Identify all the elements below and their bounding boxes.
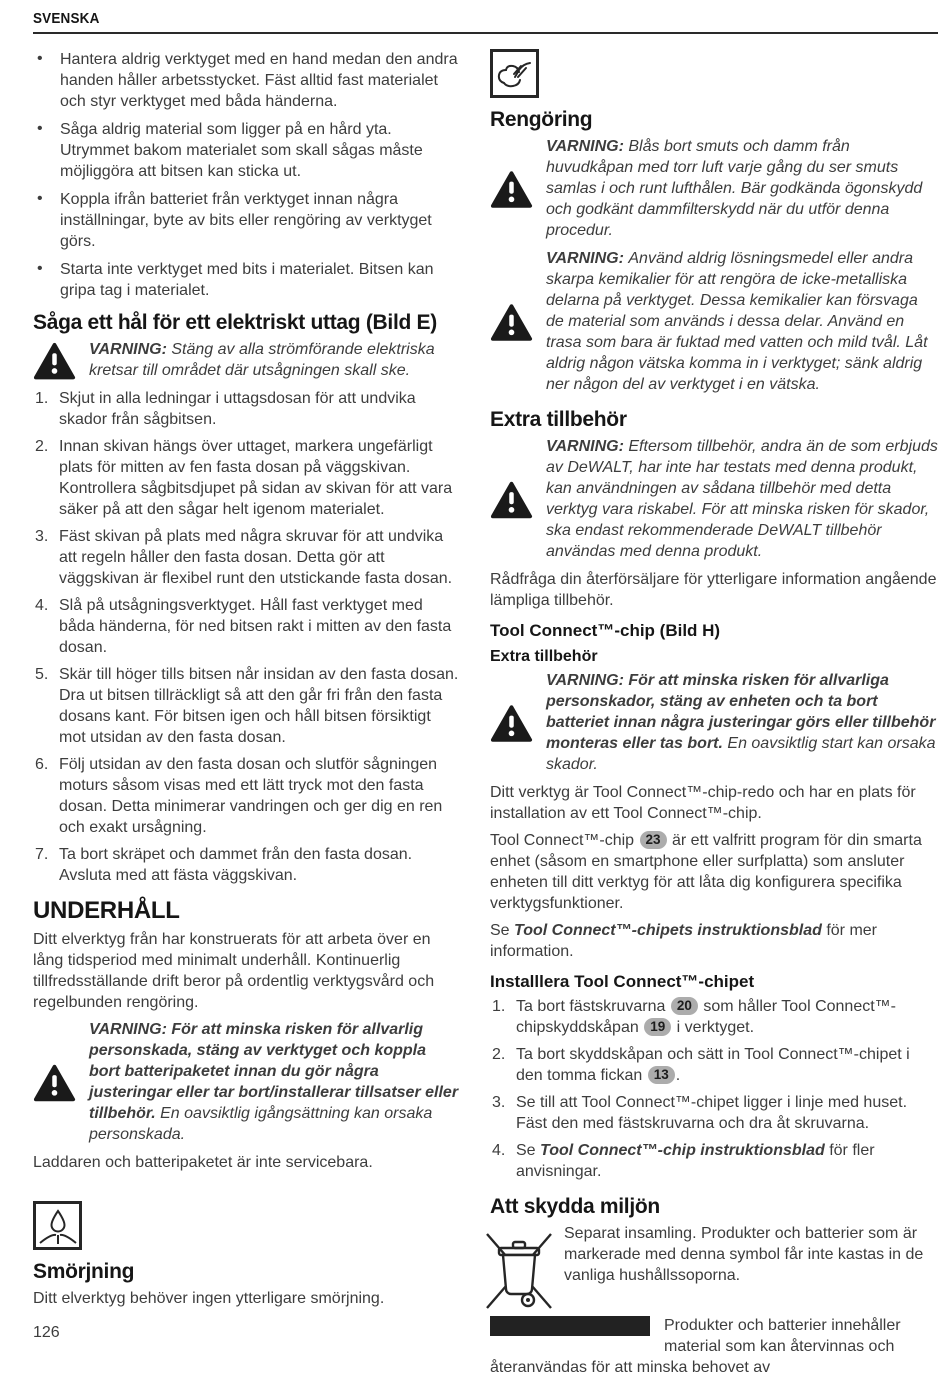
- list-item: • Koppla ifrån batteriet från verktyget innan några inställningar, byte av bits eller rengöring av verktyget görs.: [33, 189, 460, 252]
- tool-connect-para1: Ditt verktyg är Tool Connect™-chip-redo och har en plats för installation av ett Tool Connect™-chip.: [490, 784, 916, 822]
- warning-strong-text: VARNING: För att minska risken för allvarlig personskada, stäng av verktyget och koppla bort batteripaketet innan du gör några justeringar eller tar bort/installerar tillsatser eller tillbehör.: [89, 1021, 459, 1123]
- warning-text: VARNING: Använd aldrig lösningsmedel eller andra skarpa kemikalier för att rengöra de icke-metalliska delarna på verktyget. Dessa kemikalier kan försvaga de material som används i dessa delar. Använd en trasa som bara är fuktad med vatten och mild tvål. Låt aldrig någon vätska komma in i verktyget; sänk aldrig ner någon del av verktyget i en vätska.: [546, 250, 928, 393]
- right-column: [490, 49, 938, 1384]
- accessories-note: Rådfråga din återförsäljare för ytterligare information angående lämpliga tillbehör.: [490, 571, 937, 609]
- list-item: • Hantera aldrig verktyget med en hand medan den andra handen håller arbetsstycket. Fäst alltid fast materialet och styr verktyget med båda händerna.: [33, 49, 460, 112]
- oil-drop-icon: [33, 1201, 82, 1250]
- install-steps-list: [490, 996, 938, 1182]
- list-item: Se till att Tool Connect™-chipet ligger i linje med huset. Fäst den med fästskruvarna och dra åt skruvarna.: [516, 1094, 908, 1132]
- section-heading-accessories: Extra tillbehör: [490, 408, 627, 431]
- warning-text: VARNING: För att minska risken för allvarliga personskador, stäng av enheten och ta bort batteriet innan några justeringar görs eller tillbehör monteras eller tas bort. En oavsiktlig start kan orsaka skador.: [546, 672, 936, 773]
- warning-triangle-icon: [490, 673, 533, 775]
- warning-block: [33, 339, 460, 381]
- callout-number-badge: 13: [648, 1066, 675, 1084]
- list-item: Skär till höger tills bitsen når insidan av den fasta dosan. Dra ut bitsen tillräckligt så att den går fri från den fasta dosans kant. För bitsen igen och håll bitsen försiktigt mot utsidan av den fasta dosan.: [59, 666, 459, 747]
- section-heading-install-chip: Installlera Tool Connect™-chipet: [490, 972, 755, 991]
- tool-connect-para3: Se Tool Connect™-chipets instruktionsblad för mer information.: [490, 922, 877, 960]
- weee-crossed-bin-icon: [486, 1225, 552, 1313]
- cut-hole-steps-list: [33, 388, 460, 886]
- tool-connect-para2: Tool Connect™-chip 23 är ett valfritt program för din smarta enhet (såsom en smartphone eller surfplatta) som ansluter enheten till ditt verktyg för att låta dig konfigurera specifika verktygsfunktioner.: [490, 832, 922, 912]
- battery-materials-block: [490, 1315, 938, 1378]
- section-heading-maintenance: UNDERHÅLL: [33, 897, 180, 925]
- environment-block: [490, 1223, 938, 1286]
- list-item: Ta bort fästskruvarna 20 som håller Tool Connect™-chipskyddskåpan 19 i verktyget.: [516, 998, 896, 1036]
- list-item: • Såga aldrig material som ligger på en hård yta. Utrymmet bakom materialet som skall sågas måste möjliggöra att bitsen kan sticka ut.: [33, 119, 460, 182]
- warning-label: VARNING:: [89, 341, 172, 358]
- warning-block: [490, 670, 938, 775]
- list-item: Skjut in alla ledningar i uttagsdosan för att undvika skador från sågbitsen.: [59, 390, 416, 429]
- warning-label: VARNING:: [546, 138, 629, 155]
- list-item: Innan skivan hängs över uttaget, markera ungefärligt plats för mitten av fen fasta dosan på väggskivan. Kontrollera sågbitsdjupet på sidan av skivan för att vara säker på att den sågar helt igenom materialet.: [59, 438, 453, 519]
- callout-number-badge: 20: [671, 997, 698, 1015]
- warning-text: VARNING: Blås bort smuts och damm från huvudkåpan med torr luft varje gång du ser smuts samlas i och runt lufthålen. Bär godkända ögonskydd och godkänt dammfilterskydd när du utför denna procedur.: [546, 138, 923, 239]
- maintenance-intro: Ditt elverktyg från har konstruerats för att arbeta över en lång tidsperiod med minimalt underhåll. Kontinuerlig tillfredsställande drift beror på ordentlig verktygsvård och regelbunden rengöring.: [33, 931, 435, 1012]
- list-item: Se Tool Connect™-chip instruktionsblad för fler anvisningar.: [516, 1142, 875, 1180]
- section-heading-cleaning: Rengöring: [490, 108, 593, 131]
- warning-strong-text: VARNING: För att minska risken för allvarliga personskador, stäng av enheten och ta bort batteriet innan några justeringar görs eller tillbehör monteras eller tas bort.: [546, 672, 936, 752]
- warning-label: VARNING:: [546, 438, 629, 455]
- warning-block: [490, 436, 938, 562]
- list-item: • Starta inte verktyget med bits i materialet. Bitsen kan gripa tag i materialet.: [33, 259, 460, 301]
- environment-text: Separat insamling. Produkter och batterier som är markerade med denna symbol får inte kastas in de vanliga hushållssoporna.: [564, 1225, 924, 1284]
- list-item: Följ utsidan av den fasta dosan och slutför sågningen moturs såsom visas med ett lätt tryck mot den fasta dosan. Detta minimerar vandringen och ger dig en ren och exakt ursågning.: [59, 756, 443, 837]
- warning-block: [490, 248, 938, 395]
- list-item: Ta bort skyddskåpan och sätt in Tool Connect™-chipet i den tomma fickan 13 .: [516, 1046, 910, 1084]
- section-heading-lubrication: Smörjning: [33, 1260, 135, 1284]
- callout-number-badge: 19: [644, 1018, 671, 1036]
- header-rule: [33, 32, 938, 34]
- safety-bullet-list: [33, 49, 460, 301]
- black-bar: [490, 1316, 650, 1336]
- bold-italic-reference: Tool Connect™-chipets instruktionsblad: [514, 922, 822, 939]
- callout-number-badge: 23: [640, 831, 667, 849]
- warning-triangle-icon: [490, 439, 533, 562]
- battery-materials-text: Produkter och batterier innehåller material som kan återvinnas och återanvändas för att minska behovet av: [490, 1317, 901, 1376]
- two-column-layout: [33, 49, 938, 1384]
- list-item: Fäst skivan på plats med några skruvar för att undvika att regeln håller den fasta dosan. Detta gör att väggskivan är flexibel runt den utstickande fasta dosan.: [59, 528, 453, 588]
- section-heading-cut-hole: Såga ett hål för ett elektriskt uttag (Bild E): [33, 311, 437, 334]
- page-number: 126: [33, 1324, 60, 1341]
- language-header-label: SVENSKA: [33, 10, 100, 27]
- warning-text: VARNING: Eftersom tillbehör, andra än de som erbjuds av DeWALT, har inte har testats med denna produkt, kan användningen av sådana tillbehör med detta verktyg vara riskabel. För att minska risken för skador, ska endast rekommenderade DeWALT tillbehör användas med denna produkt.: [546, 438, 938, 560]
- section-heading-tool-connect: Tool Connect™-chip (Bild H): [490, 621, 721, 640]
- warning-label: VARNING:: [546, 250, 629, 267]
- list-item: Slå på utsågningsverktyget. Håll fast verktyget med båda händerna, för ned bitsen rakt i mitten av den fasta dosan.: [59, 597, 452, 657]
- warning-text: VARNING: Stäng av alla strömförande elektriska kretsar till området där utsågningen skall ske.: [89, 341, 435, 379]
- warning-block: [490, 136, 938, 241]
- warning-block: [33, 1019, 460, 1145]
- maintenance-note: Laddaren och batteripaketet är inte servicebara.: [33, 1154, 373, 1172]
- section-heading-environment: Att skydda miljön: [490, 1195, 660, 1218]
- warning-triangle-icon: [33, 342, 76, 381]
- warning-triangle-icon: [490, 251, 533, 395]
- tool-connect-subheading: Extra tillbehör: [490, 648, 598, 665]
- language-header: [33, 8, 938, 29]
- warning-text: VARNING: För att minska risken för allvarlig personskada, stäng av verktyget och koppla bort batteripaketet innan du gör några justeringar eller tar bort/installerar tillsatser eller tillbehör. En oavsiktlig igångsättning kan orsaka personskada.: [89, 1021, 459, 1144]
- warning-triangle-icon: [490, 139, 533, 241]
- list-item: Ta bort skräpet och dammet från den fasta dosan. Avsluta med att fästa väggskivan.: [59, 846, 413, 885]
- bold-italic-reference: Tool Connect™-chip instruktionsblad: [540, 1142, 825, 1159]
- lubrication-text: Ditt elverktyg behöver ingen ytterligare smörjning.: [33, 1290, 385, 1308]
- left-column: [33, 49, 460, 1384]
- air-cleaning-icon: [490, 49, 539, 98]
- warning-triangle-icon: [33, 1022, 76, 1145]
